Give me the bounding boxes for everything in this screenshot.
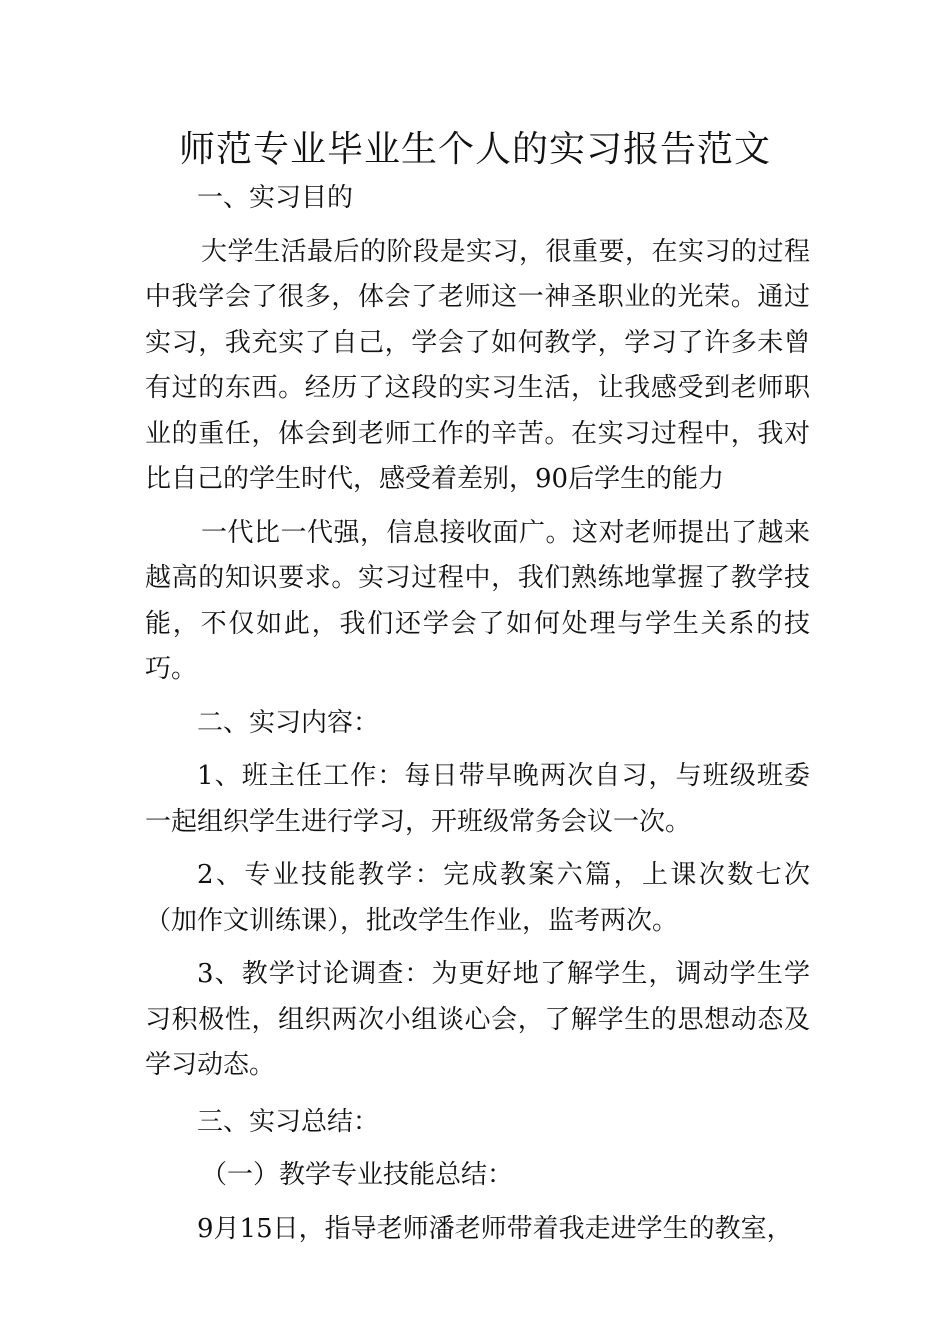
section-heading-purpose: 一、实习目的 — [197, 183, 354, 213]
list-item-homeroom-work: 1、班主任工作：每日带早晚两次自习，与班级班委一起组织学生进行学习，开班级常务会议一次。 — [145, 761, 810, 837]
paragraph-summary-start: 9月15日，指导老师潘老师带着我走进学生的教室， — [197, 1213, 793, 1244]
section-heading-summary: 三、实习总结： — [197, 1106, 380, 1137]
list-item-teaching-survey: 3、教学讨论调查：为更好地了解学生，调动学生学习积极性，组织两次小组谈心会，了解学生的思想动态及学习动态。 — [145, 959, 810, 1080]
section-heading-content: 二、实习内容： — [197, 707, 380, 738]
list-item-teaching-skills: 2、专业技能教学：完成教案六篇，上课次数七次（加作文训练课），批改学生作业，监考两次。 — [145, 860, 810, 936]
document-title: 师范专业毕业生个人的实习报告范文 — [178, 129, 771, 170]
paragraph-purpose-2: 一代比一代强，信息接收面广。这对老师提出了越来越高的知识要求。实习过程中，我们熟练地掌握了教学技能，不仅如此，我们还学会了如何处理与学生关系的技巧。 — [145, 517, 810, 684]
document-body — [145, 176, 810, 1252]
paragraph-purpose-1: 大学生活最后的阶段是实习，很重要，在实习的过程中我学会了很多，体会了老师这一神圣职业的光荣。通过实习，我充实了自己，学会了如何教学，学习了许多未曾有过的东西。经历了这段的实习生活，让我感受到老师职业的重任，体会到老师工作的辛苦。在实习过程中，我对比自己的学生时代，感受着差别，90后学生的能力 — [145, 236, 810, 494]
subsection-heading-skills-summary: （一）教学专业技能总结： — [201, 1160, 514, 1190]
